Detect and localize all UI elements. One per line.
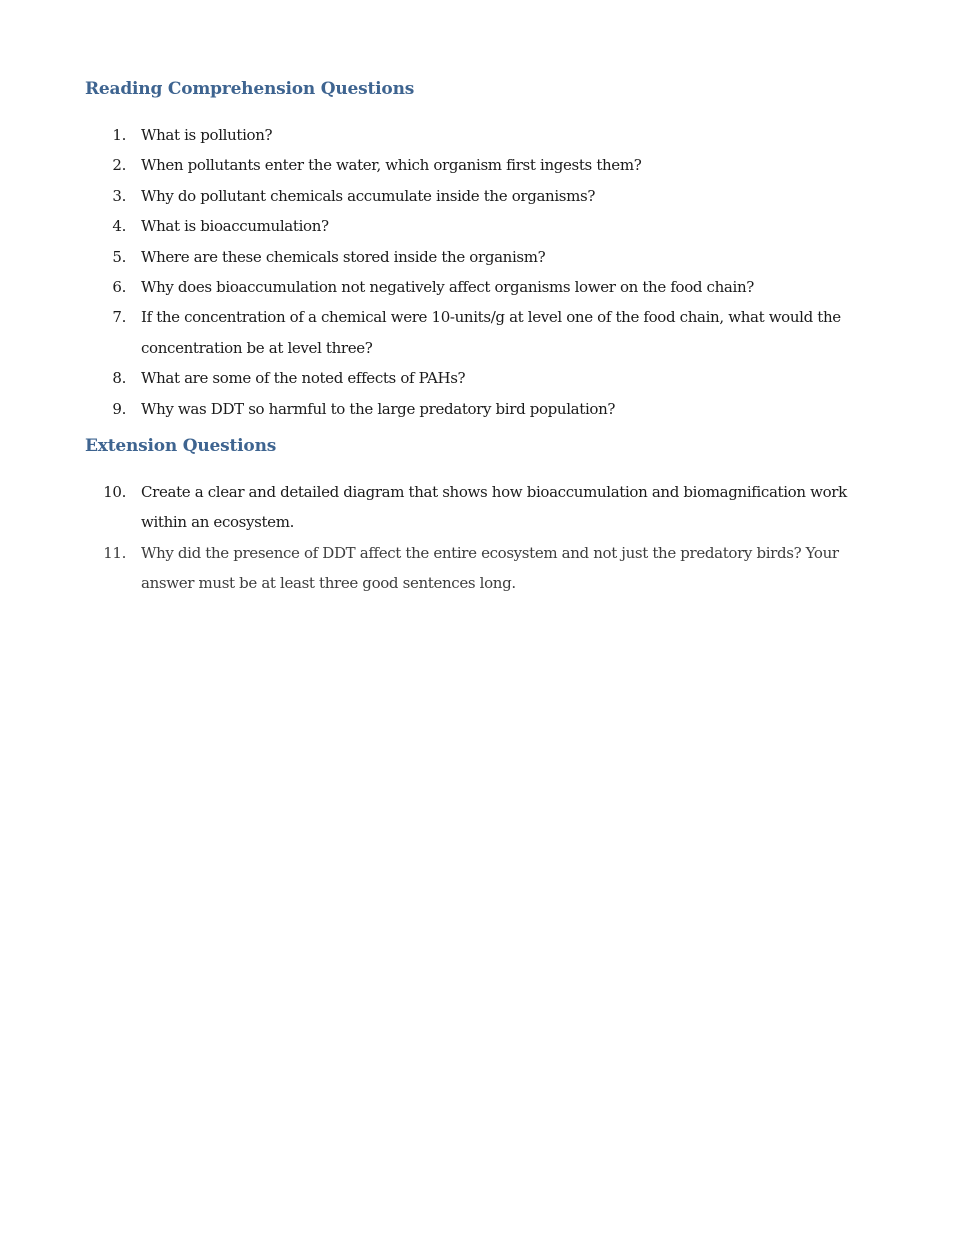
question-text: If the concentration of a chemical were 10-units/g at level one of the food chain, what would the concentration be at level three? <box>141 308 841 357</box>
question-text: What are some of the noted effects of PAHs? <box>141 369 466 388</box>
question-item-2 <box>0 150 960 180</box>
question-item-6 <box>0 272 960 302</box>
question-item-10 <box>0 477 960 538</box>
question-item-5 <box>0 242 960 272</box>
question-number: 2. <box>112 156 126 175</box>
question-number: 7. <box>112 308 126 327</box>
question-number: 9. <box>112 399 126 418</box>
question-text: Why was DDT so harmful to the large predatory bird population? <box>141 399 616 418</box>
question-text: What is pollution? <box>141 126 273 144</box>
question-item-4 <box>0 211 960 241</box>
question-item-8 <box>0 363 960 393</box>
question-number: 3. <box>112 186 126 205</box>
question-text: Create a clear and detailed diagram that shows how bioaccumulation and biomagnification work within an ecosystem. <box>141 483 847 532</box>
question-item-9 <box>0 394 960 424</box>
question-number: 4. <box>112 217 126 236</box>
question-text: Why do pollutant chemicals accumulate inside the organisms? <box>141 186 596 205</box>
question-text: What is bioaccumulation? <box>141 217 329 236</box>
question-text: Why did the presence of DDT affect the entire ecosystem and not just the predatory birds? Your answer must be at least three good sentences long. <box>141 543 839 593</box>
question-text: Where are these chemicals stored inside the organism? <box>141 247 546 266</box>
question-item-11 <box>0 538 960 599</box>
question-text: When pollutants enter the water, which organism first ingests them? <box>141 156 642 175</box>
section-heading-extension: Extension Questions <box>85 436 277 456</box>
reading-questions-list <box>0 120 960 424</box>
question-number: 10. <box>103 483 126 501</box>
question-text: Why does bioaccumulation not negatively affect organisms lower on the food chain? <box>141 278 754 297</box>
question-item-7 <box>0 302 960 363</box>
question-item-1 <box>0 120 960 150</box>
section-heading-reading-comprehension: Reading Comprehension Questions <box>85 79 415 99</box>
question-number: 5. <box>112 247 126 266</box>
question-number: 8. <box>112 369 126 388</box>
question-number: 6. <box>112 278 126 297</box>
question-number: 1. <box>112 126 126 144</box>
question-number: 11. <box>103 543 126 562</box>
question-item-3 <box>0 181 960 211</box>
extension-questions-list <box>0 477 960 599</box>
